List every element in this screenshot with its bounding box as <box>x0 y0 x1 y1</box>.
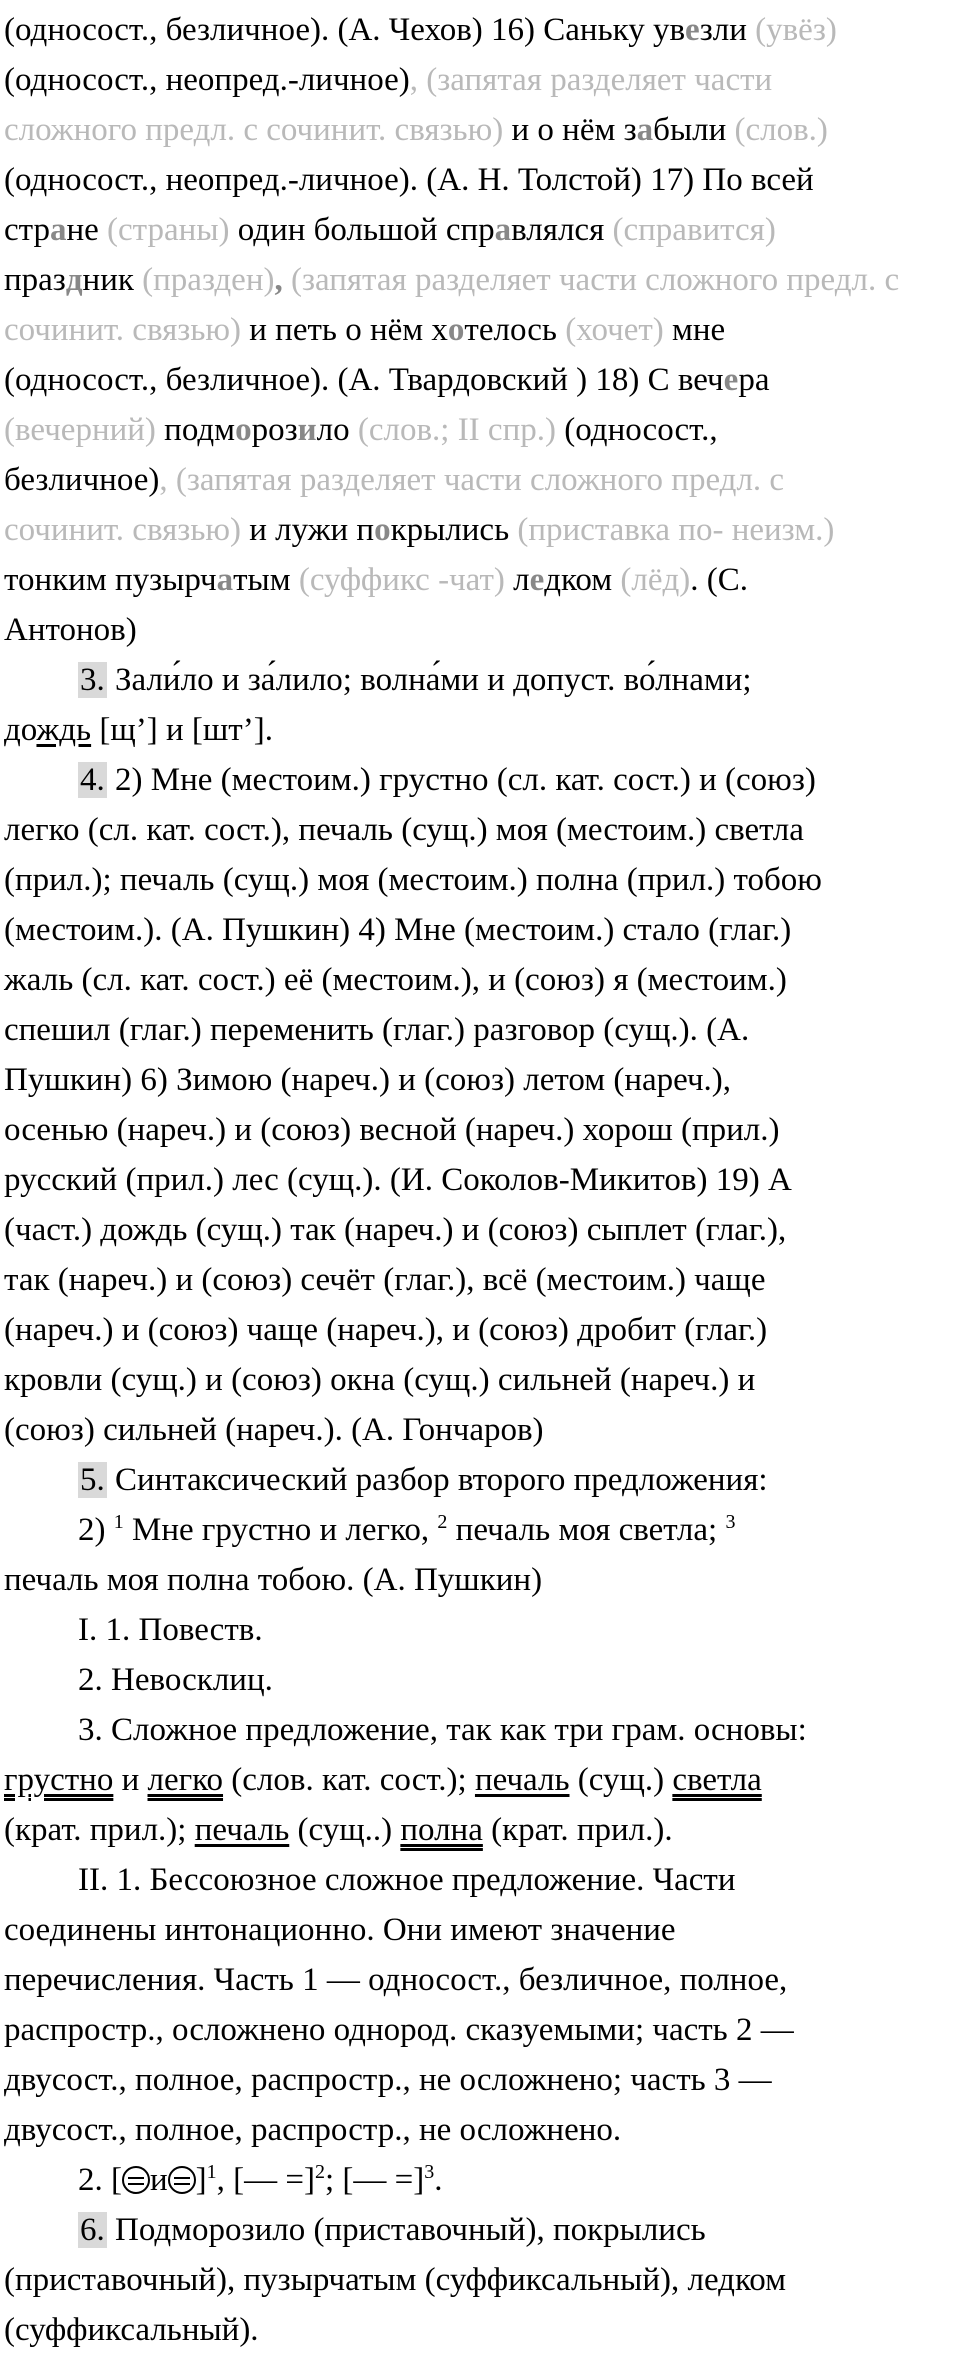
text-segment: л <box>504 562 530 598</box>
annotation-note: сочинит. связью) <box>4 512 242 548</box>
text-segment: ло <box>316 412 358 448</box>
text-line <box>0 5 960 55</box>
annotation-note: (суффикс -чат) <box>298 562 505 598</box>
text-line <box>0 655 960 705</box>
text-segment: (част.) дождь (сущ.) так (нареч.) и (союз) сыплет (глаг.), <box>4 1212 787 1248</box>
text-segment: двусост., полное, распростр., не осложнено; часть 3 — <box>4 2062 772 2098</box>
text-segment: спешил (глаг.) переменить (глаг.) разговор (сущ.). (А. <box>4 1012 750 1048</box>
highlighted-letter: а <box>49 212 67 248</box>
text-segment: (односост., неопред.-личное). (А. Н. Толстой) 17) По всей <box>4 162 814 198</box>
annotation-note: (вечерний) <box>4 412 156 448</box>
text-line <box>0 555 960 605</box>
highlighted-letter: д <box>65 262 83 298</box>
text-line <box>0 2105 960 2155</box>
text-segment: печаль моя светла; <box>447 1512 726 1548</box>
text-line <box>0 1605 960 1655</box>
text-line <box>0 355 960 405</box>
annotation-note: сложного предл. с сочинит. связью) <box>4 112 504 148</box>
highlighted-letter: а <box>636 112 654 148</box>
text-segment: соединены интонационно. Они имеют значение <box>4 1912 676 1948</box>
text-segment: перечисления. Часть 1 — односост., безличное, полное, <box>4 1962 788 1998</box>
text-segment: один большой спр <box>229 212 495 248</box>
text-line <box>0 1555 960 1605</box>
text-segment: II. 1. Бессоюзное сложное предложение. Части <box>78 1862 736 1898</box>
text-line <box>0 2055 960 2105</box>
text-segment: I. 1. Повеств. <box>78 1612 263 1648</box>
highlighted-letter: а <box>216 562 234 598</box>
text-segment: Подморозило (приставочный), покрылись <box>106 2212 706 2248</box>
annotation-note: (увё <box>755 12 813 48</box>
text-segment: телось <box>464 312 566 348</box>
text-segment: мне <box>663 312 726 348</box>
text-segment: (крат. прил.). <box>482 1812 673 1848</box>
text-line <box>0 1105 960 1155</box>
part-index: 1 <box>113 1511 124 1533</box>
text-line <box>0 55 960 105</box>
text-segment: (односост., <box>555 412 718 448</box>
text-line <box>0 605 960 655</box>
text-line <box>0 2005 960 2055</box>
text-segment: осенью (нареч.) и (союз) весной (нареч.) хорош (прил.) <box>4 1112 780 1148</box>
text-line <box>0 705 960 755</box>
annotation-note: , <box>159 462 168 498</box>
text-segment: (крат. прил.); <box>4 1812 195 1848</box>
part-index: 2 <box>315 2161 326 2183</box>
annotation-note: сочинит. связью) <box>4 312 242 348</box>
text-segment: 2) <box>78 1512 114 1548</box>
text-segment: стр <box>4 212 50 248</box>
text-line <box>0 955 960 1005</box>
text-segment: (односост., неопред.-личное) <box>4 62 410 98</box>
text-line <box>0 1505 960 1555</box>
text-line <box>0 1705 960 1755</box>
text-segment: 3. Сложное предложение, так как три грам. основы: <box>78 1712 807 1748</box>
part-index: 1 <box>206 2161 217 2183</box>
text-segment: ра <box>738 362 770 398</box>
text-segment: 2) Мне (местоим.) грустно (сл. кат. сост.) и (союз) <box>106 762 816 798</box>
text-line <box>0 1905 960 1955</box>
text-segment: Зали́ло и за́лило; волна́ми и допуст. во́лнами; <box>106 662 752 698</box>
annotation-note: (запятая разделяет части сложного предл. с <box>167 462 785 498</box>
text-segment: . <box>434 2162 443 2198</box>
text-line <box>0 1405 960 1455</box>
highlighted-letter: и <box>297 412 317 448</box>
text-segment: ник <box>82 262 143 298</box>
highlighted-letter: , <box>274 262 283 298</box>
text-segment: (слов. кат. сост.); <box>223 1762 475 1798</box>
text-segment: так (нареч.) и (союз) сечёт (глаг.), всё (местоим.) чаще <box>4 1262 766 1298</box>
highlighted-letter: е <box>529 562 545 598</box>
text-segment: Антонов) <box>4 612 137 648</box>
part-index: 2 <box>437 1511 448 1533</box>
annotation-note: (слов.; II спр.) <box>357 412 556 448</box>
underlined-word: печаль <box>474 1762 570 1798</box>
text-segment: были <box>653 112 735 148</box>
text-line <box>0 755 960 805</box>
text-line <box>0 2305 960 2355</box>
text-segment: до <box>4 712 37 748</box>
part-index: 3 <box>725 1511 736 1533</box>
text-segment: (суффиксальный). <box>4 2312 259 2348</box>
annotation-note: , <box>409 62 418 98</box>
highlighted-letter: а <box>494 212 512 248</box>
text-segment: Пушкин) 6) Зимою (нареч.) и (союз) летом (нареч.), <box>4 1062 732 1098</box>
part-index: 3 <box>424 2161 435 2183</box>
text-segment: (сущ..) <box>289 1812 401 1848</box>
text-line <box>0 1205 960 1255</box>
annotation-note: (хочет) <box>565 312 664 348</box>
text-line <box>0 2205 960 2255</box>
text-line <box>0 1305 960 1355</box>
text-line <box>0 1355 960 1405</box>
text-line <box>0 1955 960 2005</box>
text-segment: (прил.); печаль (сущ.) моя (местоим.) полна (прил.) тобою <box>4 862 822 898</box>
text-segment: (приставочный), пузырчатым (суффиксальный), ледком <box>4 2262 787 2298</box>
text-segment: зли <box>699 12 756 48</box>
text-line <box>0 1805 960 1855</box>
text-segment: крылись <box>390 512 518 548</box>
annotation-note: (справится) <box>612 212 776 248</box>
circled-predicate-symbol <box>168 2166 196 2194</box>
text-segment: (нареч.) и (союз) чаще (нареч.), и (союз) дробит (глаг.) <box>4 1312 768 1348</box>
text-line <box>0 1755 960 1805</box>
text-line <box>0 205 960 255</box>
highlighted-letter: е <box>685 12 700 48</box>
underlined-word: полна <box>400 1812 483 1848</box>
text-line <box>0 255 960 305</box>
annotation-note: (слов.) <box>734 112 828 148</box>
text-line <box>0 2255 960 2305</box>
text-line <box>0 405 960 455</box>
text-segment: дком <box>544 562 621 598</box>
task-number: 6. <box>80 2212 105 2248</box>
annotation-note: (приставка по- неизм.) <box>517 512 835 548</box>
text-segment: Синтаксический разбор второго предложения: <box>106 1462 768 1498</box>
text-line <box>0 905 960 955</box>
text-segment: печаль моя полна тобою. (А. Пушкин) <box>4 1562 543 1598</box>
text-line <box>0 1455 960 1505</box>
text-segment: подм <box>155 412 236 448</box>
text-segment: тонким пузырч <box>4 562 217 598</box>
text-segment: и лужи п <box>241 512 375 548</box>
text-line <box>0 1855 960 1905</box>
text-segment: (сущ.) <box>569 1762 673 1798</box>
text-segment: и о нём з <box>503 112 637 148</box>
task-number: 4. <box>80 762 105 798</box>
text-segment: и <box>113 1762 148 1798</box>
annotation-note: (празден) <box>142 262 275 298</box>
annotation-note: з) <box>812 12 837 48</box>
underlined-word: печаль <box>194 1812 290 1848</box>
annotation-note: (запятая разделяет части сложного предл. с <box>282 262 900 298</box>
text-segment: жаль (сл. кат. сост.) её (местоим.), и (союз) я (местоим.) <box>4 962 787 998</box>
text-segment: (односост., безличное). (А. Чехов) 16) Саньку ув <box>4 12 686 48</box>
text-segment: роз <box>251 412 298 448</box>
text-line <box>0 505 960 555</box>
text-segment: (союз) сильней (нареч.). (А. Гончаров) <box>4 1412 544 1448</box>
text-line <box>0 1655 960 1705</box>
highlighted-letter: о <box>235 412 252 448</box>
underlined-word: легко <box>147 1762 224 1798</box>
text-line <box>0 455 960 505</box>
text-segment: и <box>150 2162 168 2198</box>
text-segment: двусост., полное, распростр., не осложнено. <box>4 2112 622 2148</box>
text-line <box>0 805 960 855</box>
circled-predicate-symbol <box>122 2166 150 2194</box>
task-number: 3. <box>80 662 105 698</box>
annotation-note: (страны) <box>107 212 230 248</box>
text-segment: (местоим.). (А. Пушкин) 4) Мне (местоим.) стало (глаг.) <box>4 912 792 948</box>
highlighted-letter: о <box>374 512 391 548</box>
text-segment: распростр., осложнено однород. сказуемыми; часть 2 — <box>4 2012 794 2048</box>
text-segment: безличное) <box>4 462 160 498</box>
text-segment: (односост., безличное). (А. Твардовский ) 18) С веч <box>4 362 724 398</box>
text-segment: ; [— =] <box>325 2162 425 2198</box>
text-segment: . (С. <box>690 562 749 598</box>
highlighted-letter: о <box>447 312 465 348</box>
text-line <box>0 1155 960 1205</box>
text-segment: легко (сл. кат. сост.), печаль (сущ.) моя (местоим.) светла <box>4 812 804 848</box>
underlined-word: грустно <box>4 1762 114 1798</box>
underlined-word: ждь <box>36 712 92 748</box>
text-line <box>0 305 960 355</box>
text-segment: и петь о нём х <box>241 312 448 348</box>
text-segment: , [— =] <box>216 2162 316 2198</box>
text-line <box>0 2155 960 2205</box>
text-line <box>0 1005 960 1055</box>
text-line <box>0 855 960 905</box>
text-line <box>0 105 960 155</box>
text-segment: [щ’] и [шт’]. <box>91 712 273 748</box>
text-segment: кровли (сущ.) и (союз) окна (сущ.) сильней (нареч.) и <box>4 1362 756 1398</box>
text-segment: тым <box>233 562 299 598</box>
text-line <box>0 1255 960 1305</box>
text-segment: 2. Невосклиц. <box>78 1662 273 1698</box>
text-line <box>0 155 960 205</box>
text-segment: влялся <box>511 212 613 248</box>
text-line <box>0 1055 960 1105</box>
text-segment: Мне грустно и легко, <box>123 1512 438 1548</box>
text-segment: праз <box>4 262 66 298</box>
annotation-note: (запятая разделяет части <box>418 62 773 98</box>
text-segment: ] <box>195 2162 207 2198</box>
text-segment: русский (прил.) лес (сущ.). (И. Соколов-Микитов) 19) А <box>4 1162 792 1198</box>
annotation-note: (лёд) <box>620 562 691 598</box>
task-number: 5. <box>80 1462 105 1498</box>
underlined-word: светла <box>672 1762 762 1798</box>
text-segment: не <box>66 212 108 248</box>
text-segment: 2. [ <box>78 2162 122 2198</box>
highlighted-letter: е <box>723 362 739 398</box>
